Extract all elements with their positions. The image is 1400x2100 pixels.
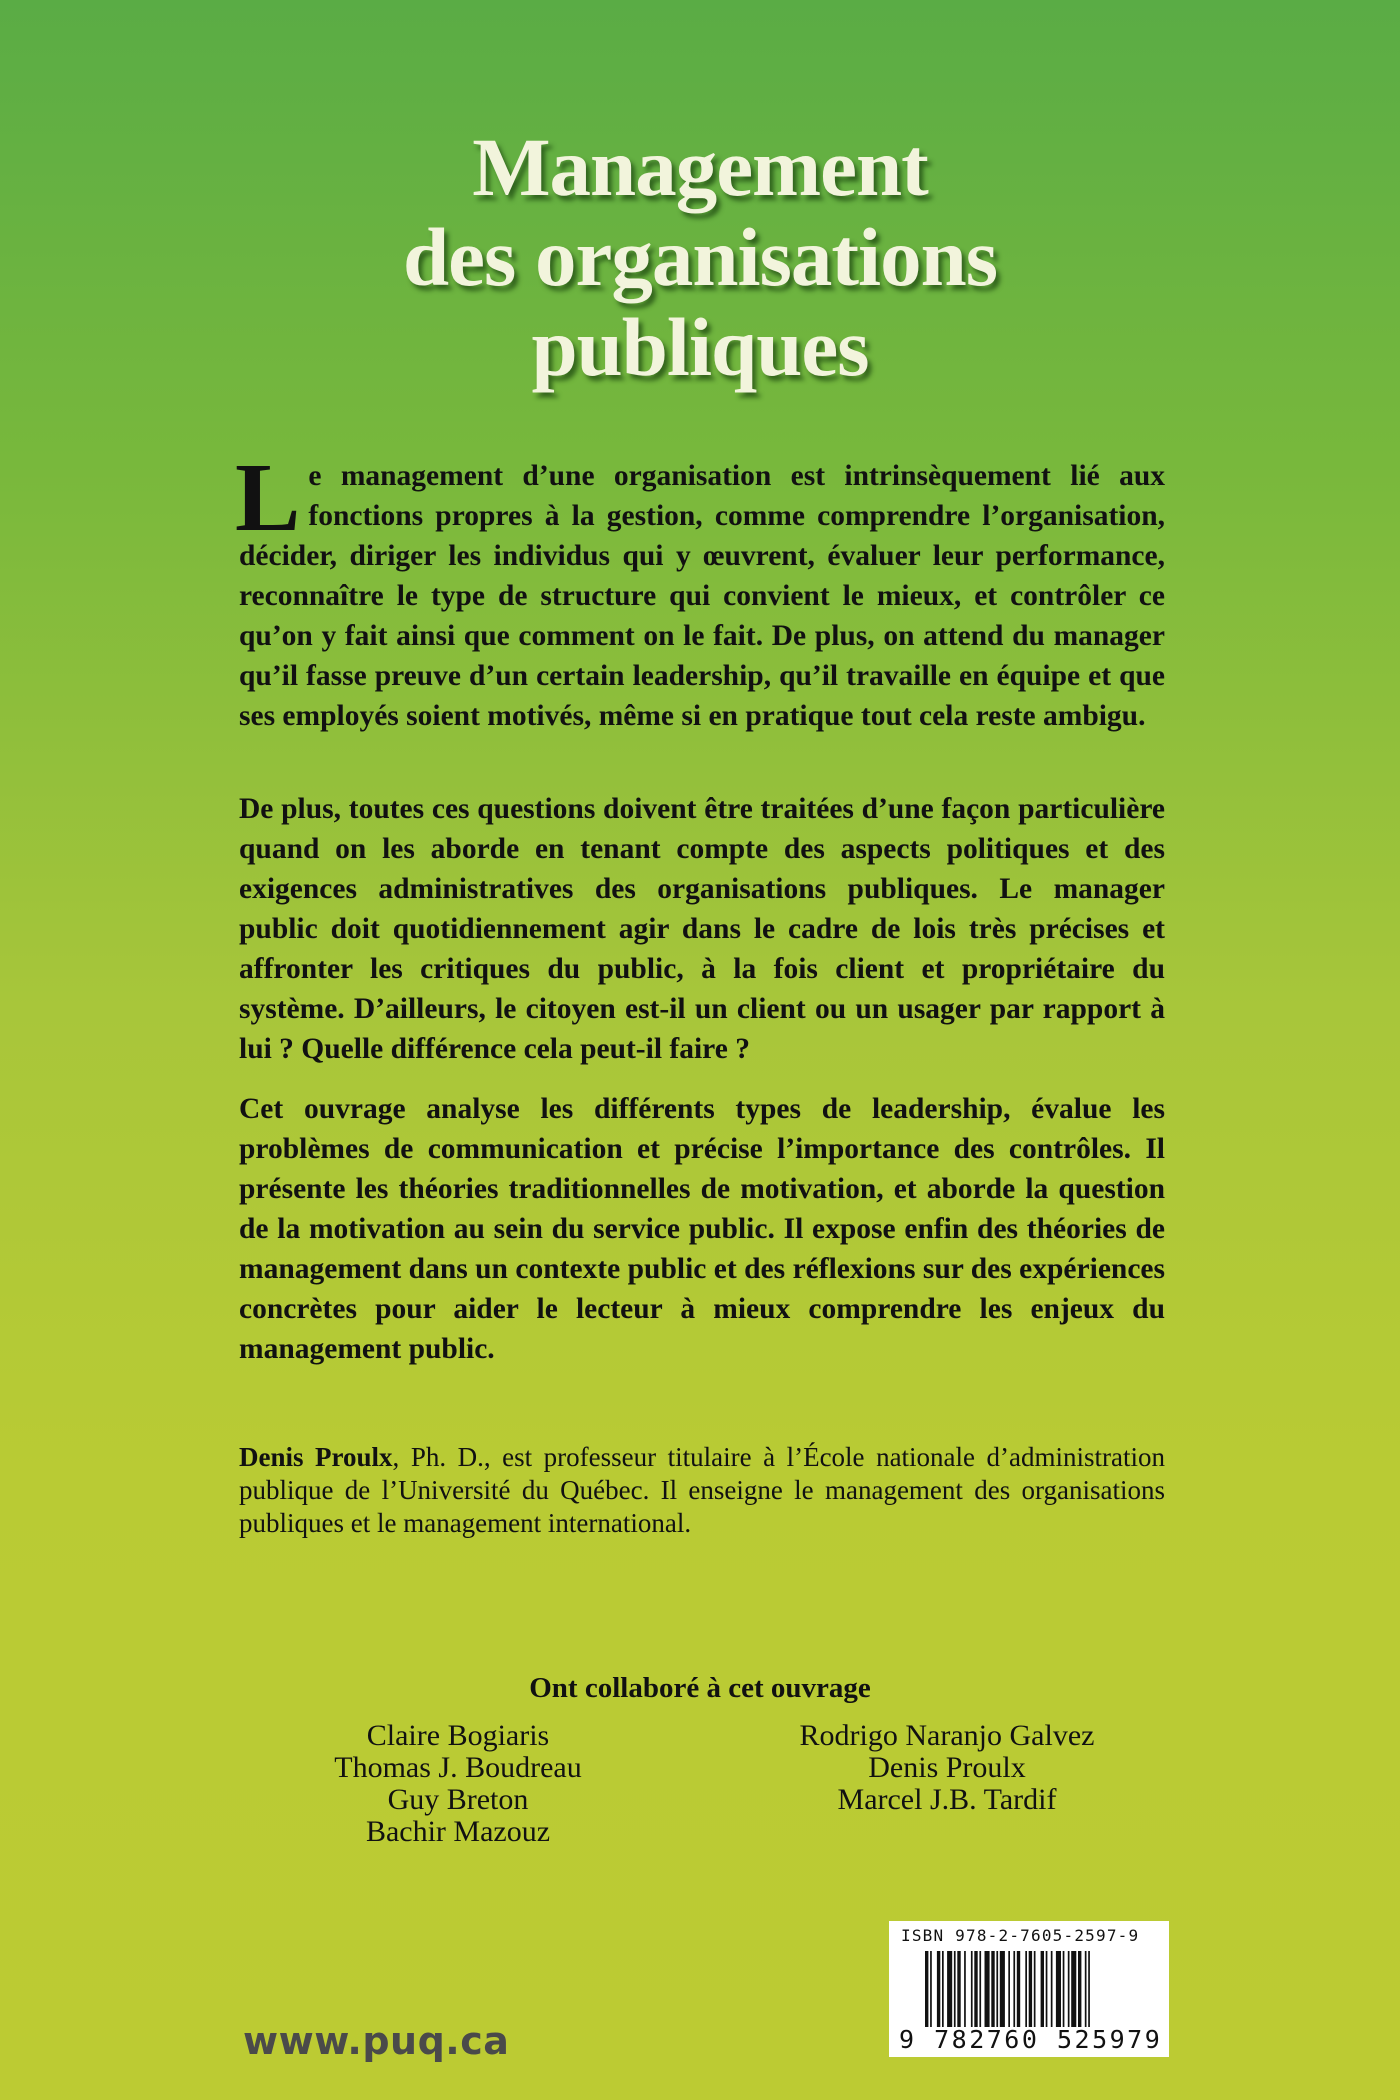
description-paragraph-1 <box>235 444 1165 736</box>
collaborator-name: Rodrigo Naranjo Galvez <box>799 1719 1095 1752</box>
collaborators-left-column <box>278 1720 638 1848</box>
barcode-bars <box>925 1951 1161 2027</box>
barcode-bar <box>964 1951 966 2027</box>
author-name: Denis Proulx <box>239 1442 393 1472</box>
collaborators-right-column <box>767 1720 1127 1816</box>
barcode-bar <box>930 1951 932 2027</box>
title-line-3: publiques <box>531 301 869 393</box>
barcode-bar <box>985 1951 990 2027</box>
barcode-bar <box>1041 1951 1044 2027</box>
barcode-bar <box>1013 1951 1015 2027</box>
barcode-bar <box>1063 1951 1065 2027</box>
book-title <box>0 122 1400 392</box>
barcode-bar <box>1056 1951 1061 2027</box>
barcode-bar <box>974 1951 977 2027</box>
collaborator-name: Guy Breton <box>387 1783 529 1816</box>
collaborators-heading: Ont collaboré à cet ouvrage <box>529 1672 871 1704</box>
barcode-bar <box>1029 1951 1032 2027</box>
barcode-bar <box>1068 1951 1070 2027</box>
barcode-bar <box>1088 1951 1090 2027</box>
barcode-bar <box>925 1951 928 2027</box>
barcode-bar <box>1025 1951 1027 2027</box>
title-line-2: des organisations <box>402 211 998 303</box>
isbn-barcode <box>889 1921 1169 2057</box>
barcode-bar <box>991 1951 994 2027</box>
barcode-bar <box>1078 1951 1081 2027</box>
collaborator-name: Thomas J. Boudreau <box>334 1751 582 1784</box>
barcode-bar <box>954 1951 956 2027</box>
barcode-bar <box>1017 1951 1020 2027</box>
barcode-bar <box>1085 1951 1087 2027</box>
collaborator-name: Claire Bogiaris <box>366 1719 550 1752</box>
collaborator-name: Bachir Mazouz <box>365 1815 551 1848</box>
barcode-bar <box>971 1951 973 2027</box>
barcode-bar <box>957 1951 960 2027</box>
barcode-bar <box>937 1951 940 2027</box>
barcode-bar <box>1034 1951 1036 2027</box>
description-paragraph-3: Cet ouvrage analyse les différents types de leadership, évalue les problèmes de communication et précise l’importance des contrôles. Il présente les théories traditionnelles de motivation, et aborde la question de la motivation au sein du service public. Il expose enfin des théories de management dans un contexte public et des réflexions sur des expériences concrètes pour aider le lecteur à mieux comprendre les enjeux du management public. <box>239 1093 1165 1365</box>
barcode-bar <box>1071 1951 1076 2027</box>
barcode-bar <box>947 1951 952 2027</box>
author-bio-text: , Ph. D., est professeur titulaire à l’École nationale d’administration publique de l’Université du Québec. Il enseigne le management des organisations publiques et le management international. <box>239 1442 1166 1538</box>
barcode-bar <box>979 1951 981 2027</box>
barcode-digits: 9 782760 525979 <box>899 2025 1163 2054</box>
publisher-website[interactable]: www.puq.ca <box>243 2019 510 2063</box>
drop-cap: L <box>235 444 301 552</box>
title-line-1: Management <box>472 121 928 213</box>
barcode-bar <box>996 1951 998 2027</box>
collaborator-name: Denis Proulx <box>868 1751 1026 1784</box>
author-bio <box>239 1441 1165 1540</box>
paragraph-1-text: e management d’une organisation est intrinsèquement lié aux fonctions propres à la gestion, comme comprendre l’organisation, décider, diriger les individus qui y œuvrent, évaluer leur performance, reconnaître le type de structure qui convient le mieux, et contrôler ce qu’on y fait ainsi que comment on le fait. De plus, on attend du manager qu’il fasse preuve d’un certain leadership, qu’il travaille en équipe et que ses employés soient motivés, même si en pratique tout cela reste ambigu. <box>239 460 1165 732</box>
barcode-bar <box>1008 1951 1010 2027</box>
collaborator-name: Marcel J.B. Tardif <box>837 1783 1057 1816</box>
isbn-label: ISBN 978-2-7605-2597-9 <box>901 1926 1140 1945</box>
barcode-bar <box>1046 1951 1048 2027</box>
barcode-bar <box>1000 1951 1005 2027</box>
description-paragraph-2: De plus, toutes ces questions doivent être traitées d’une façon particulière quand on les aborde en tenant compte des aspects politiques et des exigences administratives des organisations publiques. Le manager public doit quotidiennement agir dans le cadre de lois très précises et affronter les critiques du public, à la fois client et propriétaire du système. D’ailleurs, le citoyen est-il un client ou un usager par rapport à lui ? Quelle différence cela peut-il faire ? <box>239 793 1165 1065</box>
barcode-bar <box>942 1951 944 2027</box>
barcode-bar <box>1051 1951 1053 2027</box>
